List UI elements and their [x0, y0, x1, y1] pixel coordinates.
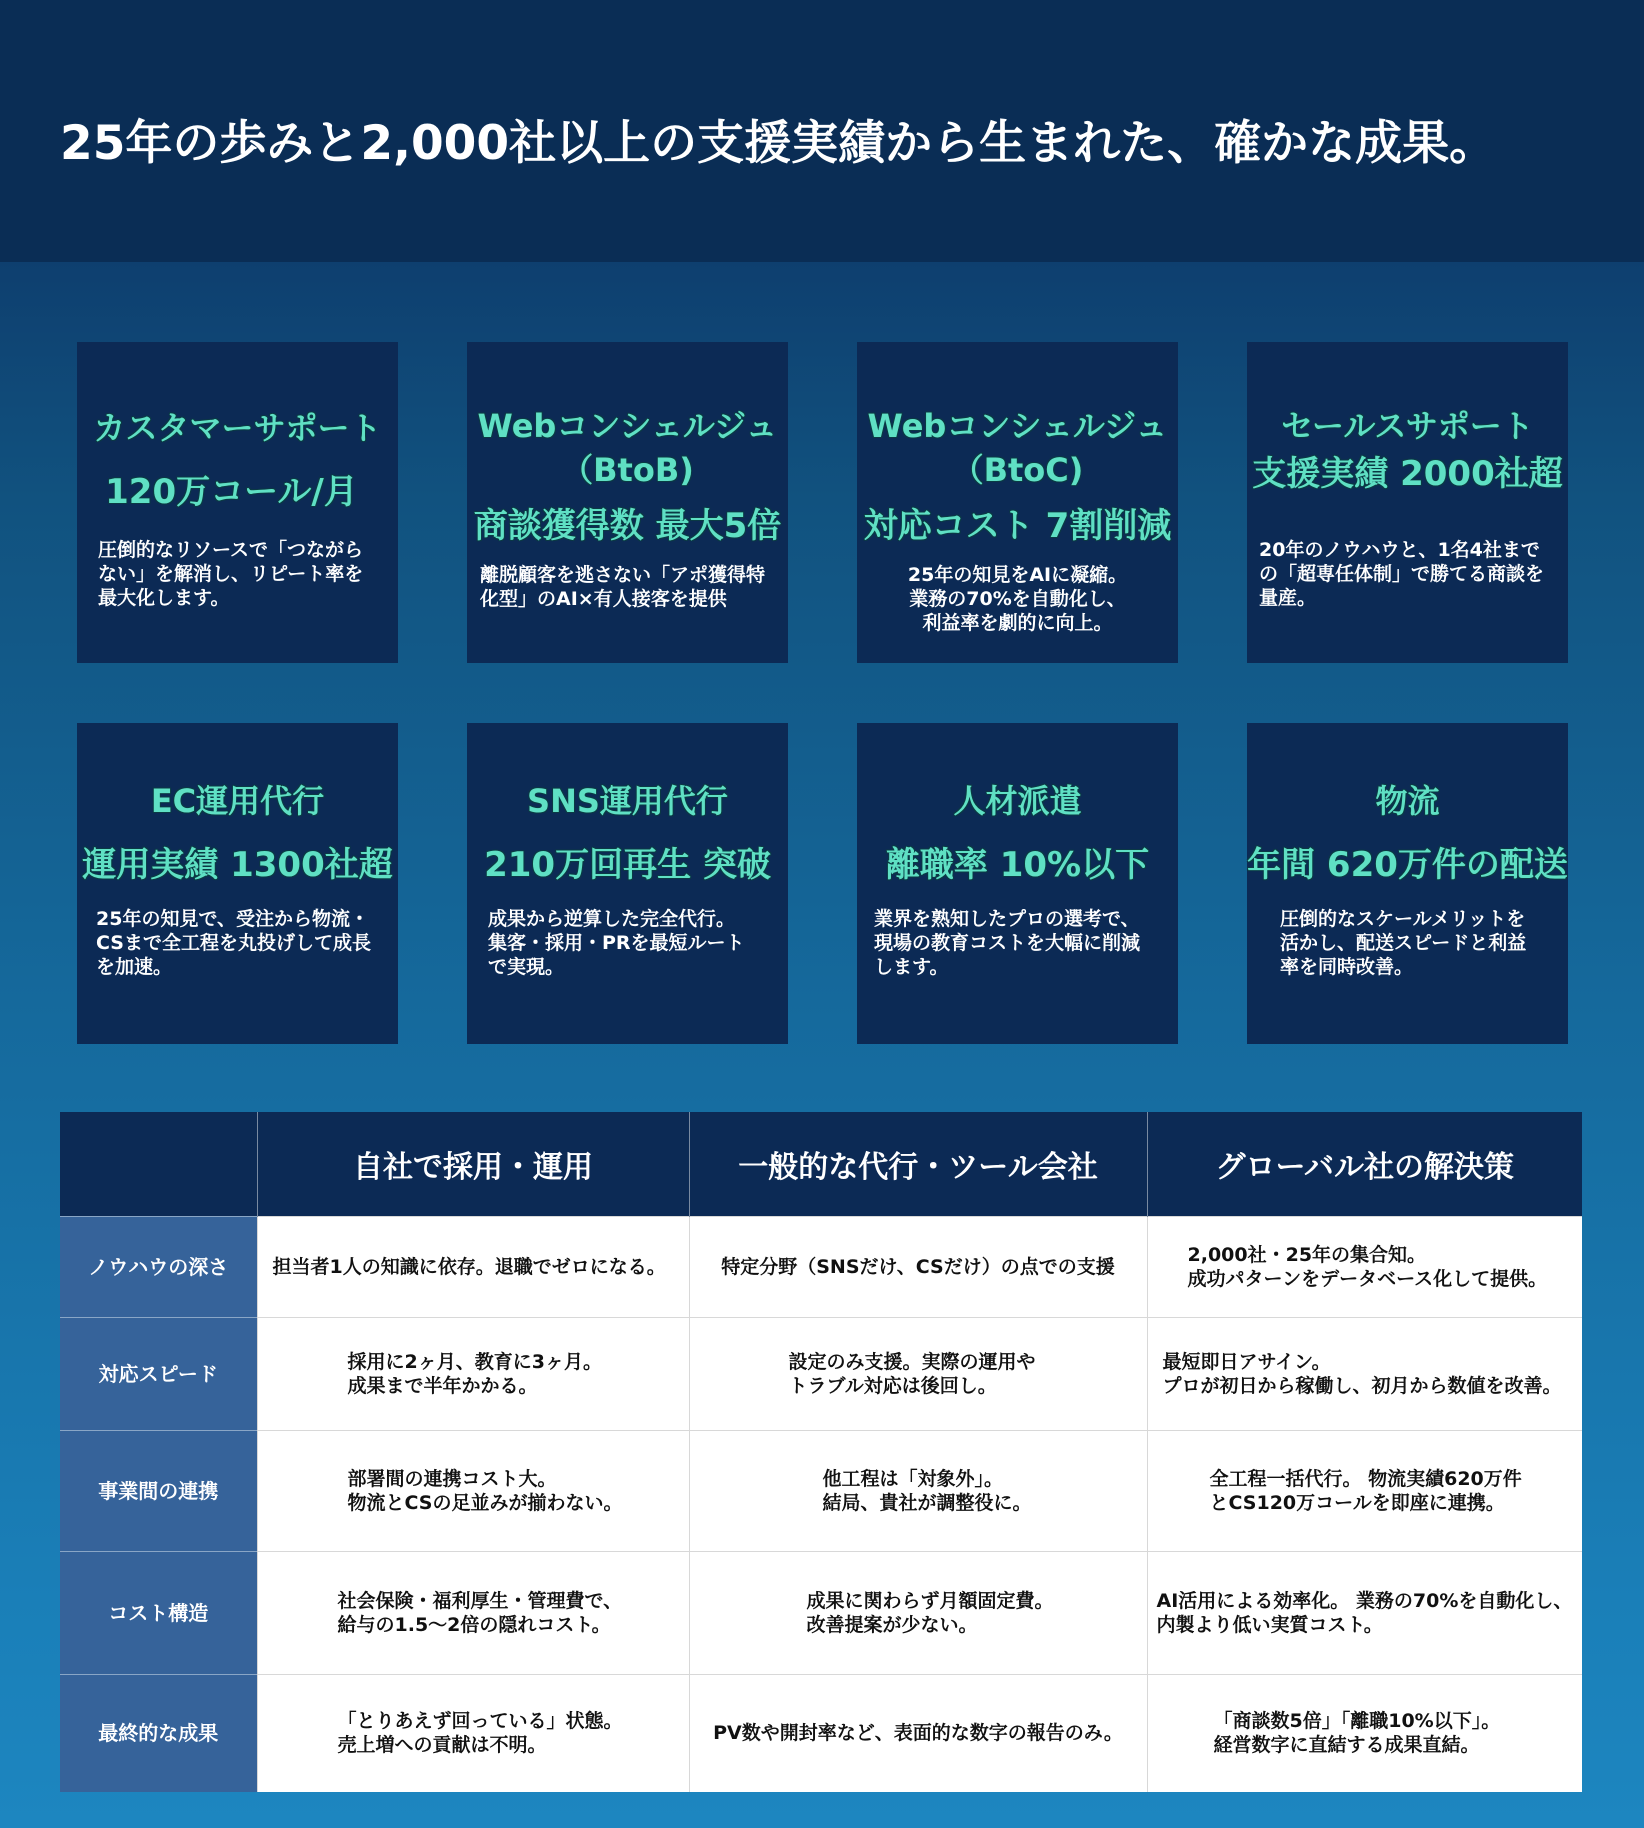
card-title: Webコンシェルジュ （BtoB) [477, 407, 778, 489]
card-title: カスタマーサポート [93, 409, 382, 447]
card-stat: 年間 620万件の配送 [1247, 845, 1568, 885]
service-card-ec-operation [77, 723, 398, 1044]
card-title: EC運用代行 [150, 782, 325, 820]
table-header-general-agency: 一般的な代行・ツール会社 [689, 1112, 1147, 1217]
service-card-logistics [1247, 723, 1568, 1044]
row-label: コスト構造 [60, 1552, 257, 1675]
card-description: 圧倒的なリソースで「つながら ない」を解消し、リピート率を 最大化します。 [98, 539, 364, 609]
row-label: ノウハウの深さ [60, 1217, 257, 1318]
comparison-table [60, 1112, 1582, 1792]
card-description: 25年の知見をAIに凝縮。 業務の70%を自動化し、 利益率を劇的に向上。 [907, 564, 1128, 634]
row-label: 対応スピード [60, 1318, 257, 1431]
table-row [60, 1431, 1582, 1552]
table-cell [689, 1318, 1147, 1431]
cell-text: PV数や開封率など、表面的な数字の報告のみ。 [713, 1722, 1123, 1745]
table-cell [689, 1675, 1147, 1792]
cell-text: 設定のみ支援。実際の運用や トラブル対応は後回し。 [788, 1351, 1036, 1397]
card-description: 成果から逆算した完全代行。 集客・採用・PRを最短ルート で実現。 [488, 908, 745, 978]
cell-text: 特定分野（SNSだけ、CSだけ）の点での支援 [721, 1256, 1115, 1278]
service-card-web-concierge-btob [467, 342, 788, 663]
card-title: 物流 [1375, 782, 1440, 820]
table-row [60, 1552, 1582, 1675]
service-card-customer-support [77, 342, 398, 663]
card-description: 離脱顧客を逃さない「アポ獲得特 化型」のAI×有人接客を提供 [480, 564, 766, 610]
table-cell [1147, 1431, 1582, 1552]
table-cell [257, 1552, 689, 1675]
cell-text: 「商談数5倍」「離職10%以下」。 経営数字に直結する成果直結。 [1213, 1710, 1501, 1757]
table-cell [1147, 1552, 1582, 1675]
cell-text: 2,000社・25年の集合知。 成功パターンをデータベース化して提供。 [1187, 1244, 1548, 1290]
table-cell [689, 1431, 1147, 1552]
table-cell [257, 1318, 689, 1431]
table-header-in-house: 自社で採用・運用 [257, 1112, 689, 1217]
table-header-global-solution: グローバル社の解決策 [1147, 1112, 1582, 1217]
cell-text: 社会保険・福利厚生・管理費で、 給与の1.5〜2倍の隠れコスト。 [337, 1590, 623, 1636]
cell-text: 部署間の連携コスト大。 物流とCSの足並みが揃わない。 [347, 1468, 623, 1514]
cell-text: 採用に2ヶ月、教育に3ヶ月。 成果まで半年かかる。 [347, 1351, 602, 1397]
cell-text: 全工程一括代行。 物流実績620万件 とCS120万コールを即座に連携。 [1209, 1468, 1522, 1514]
card-stat: 対応コスト 7割削減 [863, 506, 1172, 546]
header-banner [0, 0, 1644, 262]
table-cell [257, 1675, 689, 1792]
table-cell [257, 1431, 689, 1552]
table-row [60, 1675, 1582, 1792]
service-card-sns-operation [467, 723, 788, 1044]
service-card-sales-support [1247, 342, 1568, 663]
card-stat: 210万回再生 突破 [484, 845, 771, 885]
row-label: 事業間の連携 [60, 1431, 257, 1552]
table-cell [257, 1217, 689, 1318]
page-title: 25年の歩みと2,000社以上の支援実績から生まれた、確かな成果。 [60, 116, 1497, 171]
card-description: 業界を熟知したプロの選考で、 現場の教育コストを大幅に削減 します。 [874, 908, 1141, 978]
table-row [60, 1217, 1582, 1318]
cell-text: AI活用による効率化。 業務の70%を自動化し、 内製より低い実質コスト。 [1156, 1590, 1573, 1636]
card-title: セールスサポート [1281, 407, 1534, 445]
cell-text: 担当者1人の知識に依存。退職でゼロになる。 [272, 1256, 666, 1278]
service-card-web-concierge-btoc [857, 342, 1178, 663]
card-title: Webコンシェルジュ （BtoC) [867, 407, 1168, 489]
table-cell [689, 1552, 1147, 1675]
table-row [60, 1318, 1582, 1431]
card-description: 20年のノウハウと、1名4社まで の「超専任体制」で勝てる商談を 量産。 [1259, 539, 1545, 609]
service-card-staffing [857, 723, 1178, 1044]
card-stat: 商談獲得数 最大5倍 [473, 506, 782, 546]
cell-text: 「とりあえず回っている」状態。 売上増への貢献は不明。 [337, 1710, 623, 1757]
row-label: 最終的な成果 [60, 1675, 257, 1792]
table-cell [1147, 1318, 1582, 1431]
table-header-row [60, 1112, 1582, 1217]
table-cell [689, 1217, 1147, 1318]
cell-text: 最短即日アサイン。 プロが初日から稼働し、初月から数値を改善。 [1162, 1351, 1562, 1397]
card-stat: 120万コール/月 [105, 472, 358, 512]
table-cell [1147, 1217, 1582, 1318]
table-header-empty [60, 1112, 257, 1217]
card-description: 圧倒的なスケールメリットを 活かし、配送スピードと利益 率を同時改善。 [1280, 908, 1527, 978]
card-title: SNS運用代行 [527, 782, 728, 820]
card-description: 25年の知見で、受注から物流・ CSまで全工程を丸投げして成長 を加速。 [96, 908, 371, 978]
card-stat: 運用実績 1300社超 [82, 845, 393, 885]
card-stat: 離職率 10%以下 [885, 845, 1150, 885]
card-stat: 支援実績 2000社超 [1252, 454, 1563, 494]
cell-text: 他工程は「対象外」。 結局、貴社が調整役に。 [822, 1468, 1032, 1514]
card-title: 人材派遣 [953, 782, 1082, 820]
cell-text: 成果に関わらず月額固定費。 改善提案が少ない。 [806, 1590, 1054, 1636]
table-cell [1147, 1675, 1582, 1792]
